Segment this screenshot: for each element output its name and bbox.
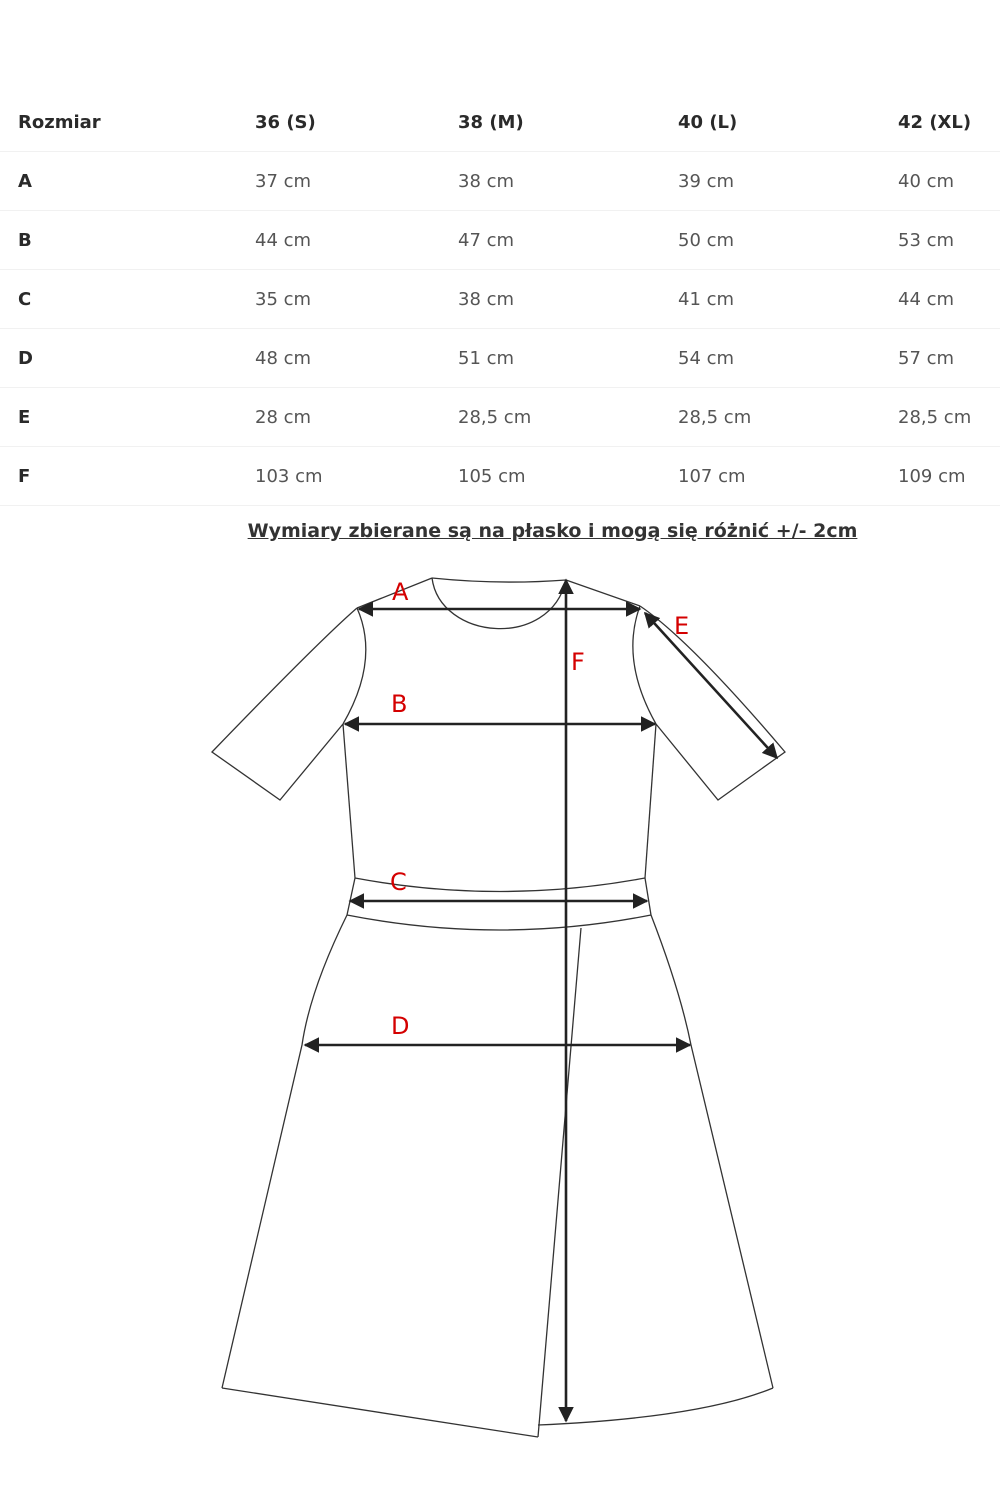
- row-label: A: [0, 152, 255, 211]
- cell: 28,5 cm: [898, 388, 1000, 447]
- header-40: 40 (L): [678, 93, 898, 152]
- measurement-note: Wymiary zbierane są na płasko i mogą się różnić +/- 2cm: [247, 520, 858, 542]
- cell: 105 cm: [458, 447, 678, 506]
- row-label: E: [0, 388, 255, 447]
- arrow-e: [645, 613, 777, 758]
- label-a: A: [392, 578, 409, 606]
- label-f: F: [571, 648, 585, 676]
- header-size: Rozmiar: [0, 93, 255, 152]
- cell: 38 cm: [458, 152, 678, 211]
- measurement-labels: [390, 578, 689, 1040]
- cell: 51 cm: [458, 329, 678, 388]
- row-label: B: [0, 211, 255, 270]
- row-label: F: [0, 447, 255, 506]
- header-36: 36 (S): [255, 93, 458, 152]
- cell: 39 cm: [678, 152, 898, 211]
- label-d: D: [391, 1012, 410, 1040]
- cell: 37 cm: [255, 152, 458, 211]
- cell: 50 cm: [678, 211, 898, 270]
- cell: 28 cm: [255, 388, 458, 447]
- cell: 53 cm: [898, 211, 1000, 270]
- cell: 40 cm: [898, 152, 1000, 211]
- cell: 44 cm: [898, 270, 1000, 329]
- cell: 41 cm: [678, 270, 898, 329]
- measurement-arrows: [305, 580, 777, 1421]
- label-b: B: [391, 690, 408, 718]
- dress-outline: [212, 578, 785, 1437]
- row-label: D: [0, 329, 255, 388]
- cell: 103 cm: [255, 447, 458, 506]
- cell: 28,5 cm: [458, 388, 678, 447]
- cell: 107 cm: [678, 447, 898, 506]
- header-38: 38 (M): [458, 93, 678, 152]
- label-e: E: [674, 612, 690, 640]
- row-label: C: [0, 270, 255, 329]
- cell: 54 cm: [678, 329, 898, 388]
- label-c: C: [390, 868, 407, 896]
- cell: 48 cm: [255, 329, 458, 388]
- cell: 109 cm: [898, 447, 1000, 506]
- cell: 57 cm: [898, 329, 1000, 388]
- cell: 47 cm: [458, 211, 678, 270]
- header-42: 42 (XL): [898, 93, 1000, 152]
- cell: 44 cm: [255, 211, 458, 270]
- cell: 28,5 cm: [678, 388, 898, 447]
- cell: 35 cm: [255, 270, 458, 329]
- cell: 38 cm: [458, 270, 678, 329]
